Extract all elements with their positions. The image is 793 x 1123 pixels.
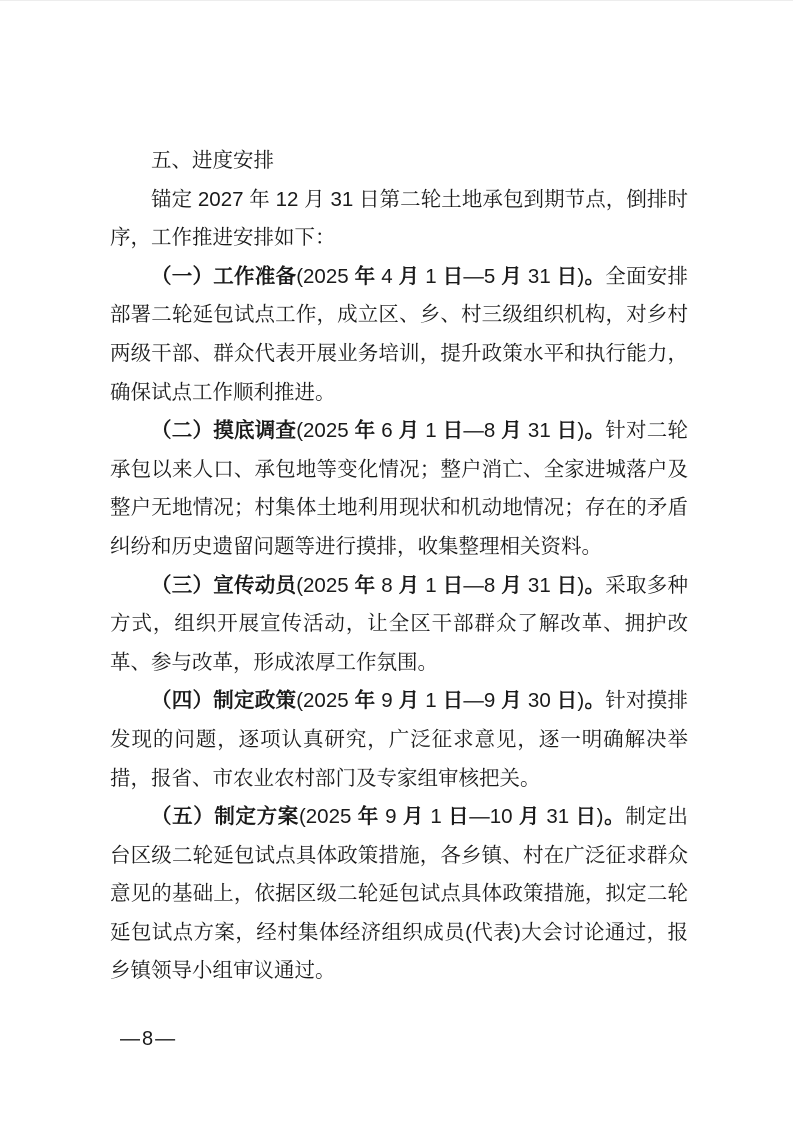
intro-paragraph: 锚定 2027 年 12 月 31 日第二轮土地承包到期节点，倒排时序，工作推进安排如下： bbox=[110, 187, 688, 250]
section-paragraph bbox=[110, 567, 688, 683]
section-body-text: 针对二轮承包以来人口、承包地等变化情况；整户消亡、全家进城落户及整户无地情况；村集体土地利用现状和机动地情况；存在的矛盾纠纷和历史遗留问题等进行摸排，收集整理相关资料。 bbox=[110, 419, 688, 558]
section-body-text: 全面安排部署二轮延包试点工作，成立区、乡、村三级组织机构，对乡村两级干部、群众代表开展业务培训，提升政策水平和执行能力，确保试点工作顺利推进。 bbox=[110, 264, 688, 404]
section-paragraph bbox=[110, 258, 688, 412]
section-body-text: 采取多种方式，组织开展宣传活动，让全区干部群众了解改革、拥护改革、参与改革，形成浓厚工作氛围。 bbox=[110, 573, 688, 674]
section-title: （五）制定方案 bbox=[151, 805, 299, 829]
section-period: (2025 年 9 月 1 日—9 月 30 日)。 bbox=[296, 689, 606, 713]
section-title: （四）制定政策 bbox=[151, 689, 297, 713]
section-period: (2025 年 9 月 1 日—10 月 31 日)。 bbox=[298, 805, 626, 829]
document-body bbox=[110, 142, 688, 991]
section-heading: 五、进度安排 bbox=[151, 149, 274, 172]
section-body-text: 针对摸排发现的问题，逐项认真研究，广泛征求意见，逐一明确解决举措，报省、市农业农村部门及专家组审核把关。 bbox=[110, 689, 688, 790]
section-period: (2025 年 4 月 1 日—5 月 31 日)。 bbox=[296, 264, 606, 288]
section-period: (2025 年 8 月 1 日—8 月 31 日)。 bbox=[296, 573, 606, 597]
section-title: （三）宣传动员 bbox=[151, 573, 297, 597]
section-period: (2025 年 6 月 1 日—8 月 31 日)。 bbox=[296, 419, 606, 443]
section-paragraph bbox=[110, 412, 688, 566]
section-paragraph bbox=[110, 798, 688, 991]
section-body-text: 制定出台区级二轮延包试点具体政策措施，各乡镇、村在广泛征求群众意见的基础上，依据区级二轮延包试点具体政策措施，拟定二轮延包试点方案，经村集体经济组织成员(代表)大会讨论通过，报乡镇领导小组审议通过。 bbox=[110, 805, 688, 983]
section-title: （二）摸底调查 bbox=[151, 419, 297, 443]
section-title: （一）工作准备 bbox=[151, 264, 297, 288]
section-paragraph bbox=[110, 682, 688, 798]
page-number: —8— bbox=[120, 1028, 178, 1050]
